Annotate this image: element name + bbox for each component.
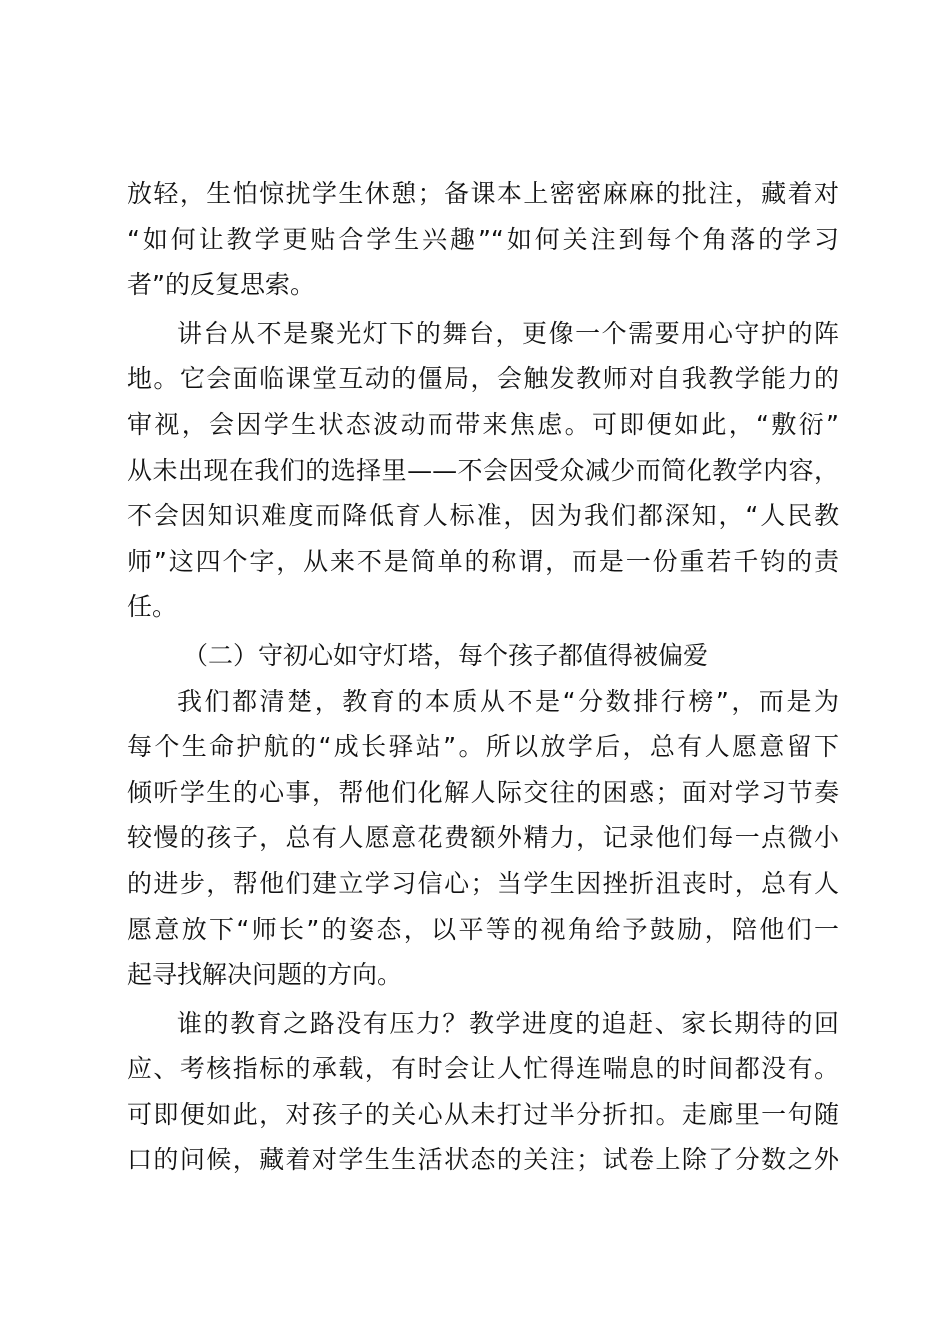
document-body: [127, 171, 839, 1183]
text-line: 不会因知识难度而降低育人标准，因为我们都深知，“人民教: [127, 501, 839, 531]
text-line: 审视，会因学生状态波动而带来焦虑。可即便如此，“敷衍”: [127, 409, 839, 439]
text-line: “如何让教学更贴合学生兴趣”“如何关注到每个角落的学习: [127, 224, 839, 254]
text-line: 地。它会面临课堂互动的僵局，会触发教师对自我教学能力的: [127, 364, 839, 394]
text-line: 从未出现在我们的选择里——不会因受众减少而简化教学内容，: [127, 455, 839, 485]
text-line: 较慢的孩子，总有人愿意花费额外精力，记录他们每一点微小: [127, 823, 839, 853]
text-line: 的进步，帮他们建立学习信心；当学生因挫折沮丧时，总有人: [127, 868, 839, 898]
text-line: 倾听学生的心事，帮他们化解人际交往的困惑；面对学习节奏: [127, 777, 839, 807]
text-line: 应、考核指标的承载，有时会让人忙得连喘息的时间都没有。: [127, 1054, 839, 1084]
text-line: 任。: [127, 592, 178, 622]
paragraph-first-line: 讲台从不是聚光灯下的舞台，更像一个需要用心守护的阵: [177, 318, 839, 348]
text-line: 者”的反复思索。: [127, 270, 315, 300]
text-line: 可即便如此，对孩子的关心从未打过半分折扣。走廊里一句随: [127, 1099, 839, 1129]
paragraph-first-line: 我们都清楚，教育的本质从不是“分数排行榜”，而是为: [177, 686, 839, 716]
text-line: 放轻，生怕惊扰学生休憩；备课本上密密麻麻的批注，藏着对: [127, 179, 839, 208]
text-line: 每个生命护航的“成长驿站”。所以放学后，总有人愿意留下: [127, 732, 839, 762]
text-line: 起寻找解决问题的方向。: [127, 960, 403, 990]
section-heading: （二）守初心如守灯塔，每个孩子都值得被偏爱: [183, 640, 709, 670]
paragraph-first-line: 谁的教育之路没有压力？教学进度的追赶、家长期待的回: [177, 1008, 839, 1038]
text-line: 愿意放下“师长”的姿态，以平等的视角给予鼓励，陪他们一: [127, 914, 839, 944]
text-line: 口的问候，藏着对学生生活状态的关注；试卷上除了分数之外: [127, 1145, 839, 1175]
text-line: 师”这四个字，从来不是简单的称谓，而是一份重若千钧的责: [127, 546, 839, 576]
